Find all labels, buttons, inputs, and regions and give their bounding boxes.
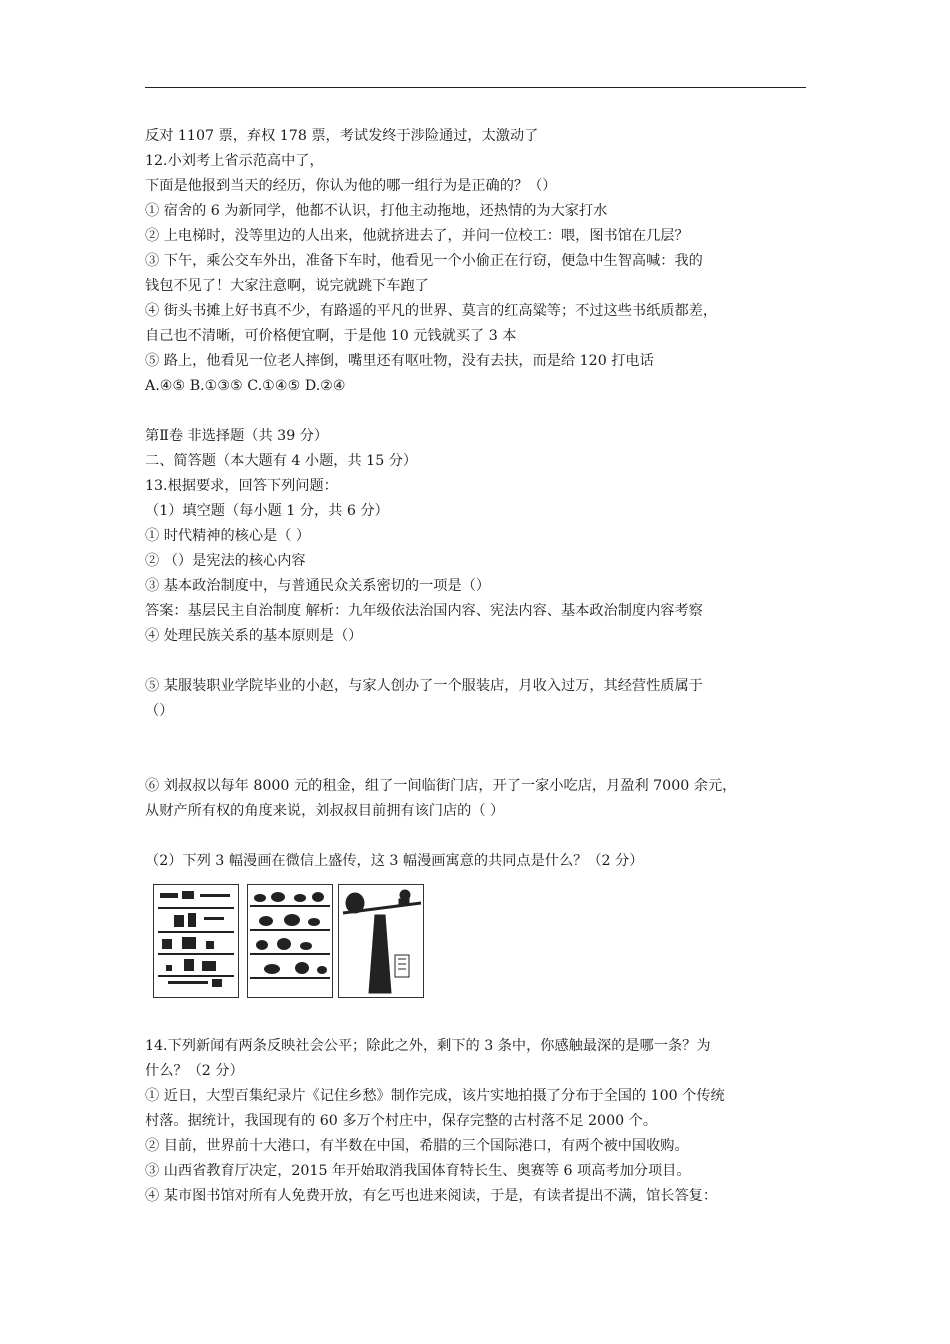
fill-item: 从财产所有权的角度来说，刘叔叔目前拥有该门店的（ ）	[145, 803, 505, 819]
option-item: ⑤ 路上，他看见一位老人摔倒，嘴里还有呕吐物，没有去扶，而是给 120 打电话	[145, 353, 654, 369]
answer-choices: A.④⑤ B.①③⑤ C.①④⑤ D.②④	[145, 378, 346, 394]
comic-panel-1	[153, 884, 239, 998]
fill-item: ④ 处理民族关系的基本原则是（）	[145, 628, 363, 644]
answer-line: 答案：基层民主自治制度 解析：九年级依法治国内容、宪法内容、基本政治制度内容考察	[145, 603, 703, 619]
option-item: 钱包不见了！大家注意啊，说完就跳下车跑了	[145, 278, 429, 294]
news-item: 村落。据统计，我国现有的 60 多万个村庄中，保存完整的古村落不足 2000 个。	[145, 1113, 658, 1129]
option-item: ② 上电梯时，没等里边的人出来，他就挤进去了，并问一位校工：喂，图书馆在几层？	[145, 228, 689, 244]
fill-item: ⑥ 刘叔叔以每年 8000 元的租金，组了一间临街门店，开了一家小吃店，月盈利 7000 余元，	[145, 778, 737, 794]
option-item: ① 宿舍的 6 为新同学，他都不认识，打他主动拖地，还热情的为大家打水	[145, 203, 608, 219]
section-title: 第Ⅱ卷 非选择题（共 39 分）	[145, 428, 329, 444]
comic-strip	[150, 884, 825, 1014]
question-13-title: 13.根据要求，回答下列问题：	[145, 478, 338, 494]
fill-item: ② （）是宪法的核心内容	[145, 553, 306, 569]
text-line: 反对 1107 票，弃权 178 票，考试发终于涉险通过，太激动了	[145, 128, 539, 144]
section-subtitle: 二、简答题（本大题有 4 小题，共 15 分）	[145, 453, 418, 469]
news-item: ① 近日，大型百集纪录片《记住乡愁》制作完成，该片实地拍摄了分布于全国的 100 个传统	[145, 1088, 725, 1104]
news-item: ③ 山西省教育厅决定，2015 年开始取消我国体育特长生、奥赛等 6 项高考加分项目。	[145, 1163, 691, 1179]
question-14-title-cont: 什么？（2 分）	[145, 1063, 244, 1079]
comic-panel-3	[338, 884, 424, 998]
news-item: ② 目前，世界前十大港口，有半数在中国，希腊的三个国际港口，有两个被中国收购。	[145, 1138, 689, 1154]
fill-item: （）	[145, 703, 174, 719]
fill-item: ① 时代精神的核心是（ ）	[145, 528, 311, 544]
text-line: 下面是他报到当天的经历，你认为他的哪一组行为是正确的？（）	[145, 178, 557, 194]
question-14-title: 14.下列新闻有两条反映社会公平；除此之外，剩下的 3 条中，你感触最深的是哪一条？为	[145, 1038, 711, 1054]
option-item: ④ 街头书摊上好书真不少，有路遥的平凡的世界、莫言的红高粱等；不过这些书纸质都差，	[145, 303, 718, 319]
question-12-title: 12.小刘考上省示范高中了，	[145, 153, 324, 169]
news-item: ④ 某市图书馆对所有人免费开放，有乞丐也进来阅读，于是，有读者提出不满，馆长答复：	[145, 1188, 718, 1204]
question-13-part1: （1）填空题（每小题 1 分，共 6 分）	[145, 503, 389, 519]
document-body	[145, 124, 825, 1209]
comic-panel-2	[247, 884, 333, 998]
header-rule	[145, 87, 806, 88]
option-item: ③ 下午，乘公交车外出，准备下车时，他看见一个小偷正在行窃，便急中生智高喊：我的	[145, 253, 703, 269]
question-13-part2: （2）下列 3 幅漫画在微信上盛传，这 3 幅漫画寓意的共同点是什么？（2 分）	[145, 853, 644, 869]
option-item: 自己也不清晰，可价格便宜啊，于是他 10 元钱就买了 3 本	[145, 328, 517, 344]
fill-item: ⑤ 某服装职业学院毕业的小赵，与家人创办了一个服装店，月收入过万，其经营性质属于	[145, 678, 703, 694]
fill-item: ③ 基本政治制度中，与普通民众关系密切的一项是（）	[145, 578, 491, 594]
